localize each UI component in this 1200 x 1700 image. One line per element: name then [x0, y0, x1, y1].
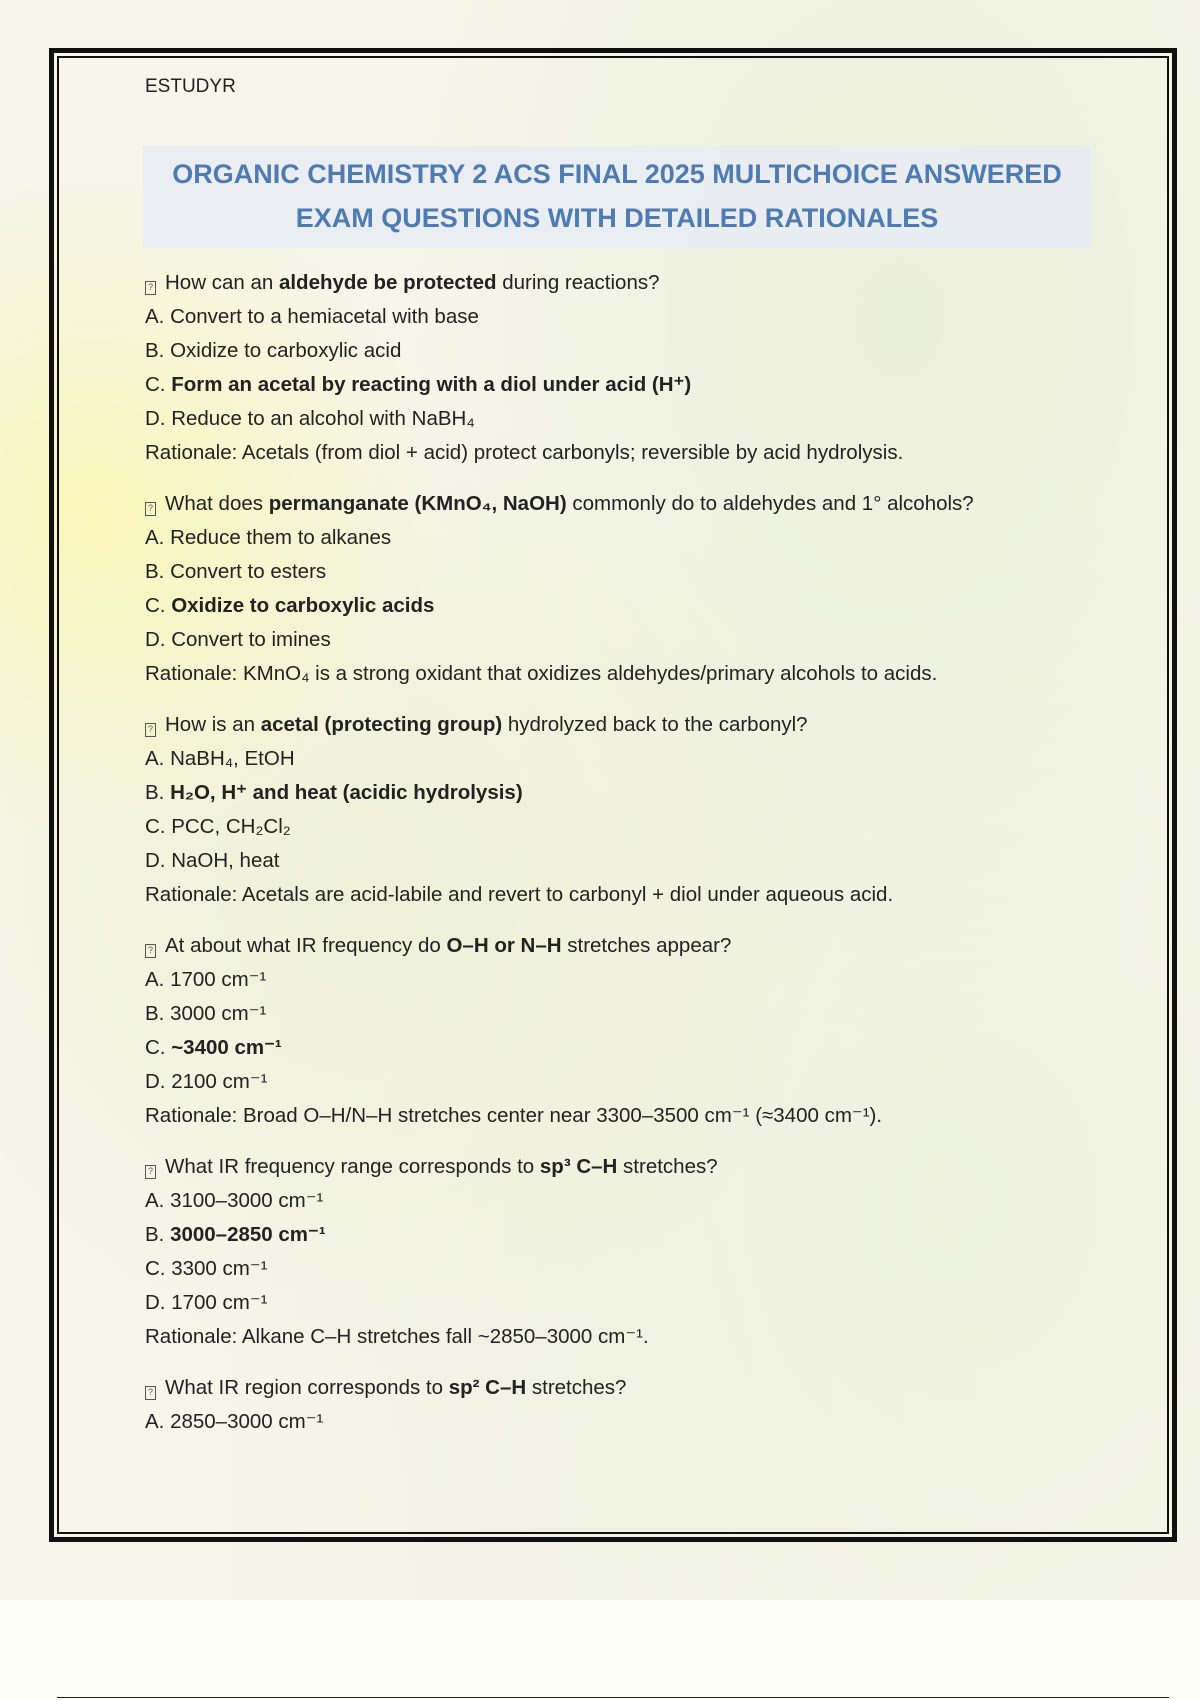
rationale: Rationale: KMnO₄ is a strong oxidant that oxidizes aldehydes/primary alcohols to acids. — [145, 662, 938, 685]
option-a: A. NaBH₄, EtOH — [145, 747, 295, 770]
question-block — [145, 1371, 1095, 1439]
question-mark-box-icon: ? — [145, 944, 156, 958]
question-block — [145, 1150, 1095, 1354]
footer-rule — [57, 1697, 1169, 1698]
document-content — [145, 72, 1095, 1439]
option-d: D. 1700 cm⁻¹ — [145, 1291, 268, 1314]
question-mark-box-icon: ? — [145, 1165, 156, 1179]
question-text: ? How can an aldehyde be protected during reactions? — [145, 266, 1095, 300]
option-b-correct: B. 3000–2850 cm⁻¹ — [145, 1223, 326, 1246]
option-d: D. Convert to imines — [145, 628, 331, 651]
option-d: D. NaOH, heat — [145, 849, 280, 872]
option-a: A. 3100–3000 cm⁻¹ — [145, 1189, 324, 1212]
brand-label: ESTUDYR — [145, 76, 236, 97]
question-text: ? At about what IR frequency do O–H or N–H stretches appear? — [145, 929, 1095, 963]
option-c-correct: C. ~3400 cm⁻¹ — [145, 1036, 282, 1059]
question-mark-box-icon: ? — [145, 1386, 156, 1400]
rationale: Rationale: Acetals are acid-labile and revert to carbonyl + diol under aqueous acid. — [145, 883, 894, 906]
question-block — [145, 487, 1095, 691]
title-box — [143, 146, 1091, 248]
option-c: C. PCC, CH₂Cl₂ — [145, 815, 291, 838]
question-block — [145, 708, 1095, 912]
question-text: ? How is an acetal (protecting group) hydrolyzed back to the carbonyl? — [145, 708, 1095, 742]
option-d: D. 2100 cm⁻¹ — [145, 1070, 268, 1093]
option-b: B. Convert to esters — [145, 560, 327, 583]
title-line-2: EXAM QUESTIONS WITH DETAILED RATIONALES — [295, 203, 939, 233]
option-a: A. Reduce them to alkanes — [145, 526, 392, 549]
rationale: Rationale: Acetals (from diol + acid) protect carbonyls; reversible by acid hydrolysis. — [145, 441, 904, 464]
title-line-1: ORGANIC CHEMISTRY 2 ACS FINAL 2025 MULTICHOICE ANSWERED — [172, 159, 1062, 189]
option-c-correct: C. Oxidize to carboxylic acids — [145, 594, 435, 617]
question-mark-box-icon: ? — [145, 723, 156, 737]
option-b: B. 3000 cm⁻¹ — [145, 1002, 267, 1025]
question-block — [145, 929, 1095, 1133]
option-a: A. Convert to a hemiacetal with base — [145, 305, 479, 328]
rationale: Rationale: Broad O–H/N–H stretches center near 3300–3500 cm⁻¹ (≈3400 cm⁻¹). — [145, 1104, 883, 1127]
option-c: C. 3300 cm⁻¹ — [145, 1257, 268, 1280]
option-c-correct: C. Form an acetal by reacting with a diol under acid (H⁺) — [145, 373, 692, 396]
option-d: D. Reduce to an alcohol with NaBH₄ — [145, 407, 475, 430]
question-block — [145, 266, 1095, 470]
question-text: ? What IR region corresponds to sp² C–H stretches? — [145, 1371, 1095, 1405]
question-mark-box-icon: ? — [145, 502, 156, 516]
option-a: A. 2850–3000 cm⁻¹ — [145, 1410, 324, 1433]
option-b: B. Oxidize to carboxylic acid — [145, 339, 402, 362]
question-text: ? What does permanganate (KMnO₄, NaOH) commonly do to aldehydes and 1° alcohols? — [145, 487, 1095, 521]
question-mark-box-icon: ? — [145, 281, 156, 295]
option-a: A. 1700 cm⁻¹ — [145, 968, 267, 991]
option-b-correct: B. H₂O, H⁺ and heat (acidic hydrolysis) — [145, 781, 523, 804]
question-text: ? What IR frequency range corresponds to sp³ C–H stretches? — [145, 1150, 1095, 1184]
rationale: Rationale: Alkane C–H stretches fall ~2850–3000 cm⁻¹. — [145, 1325, 649, 1348]
